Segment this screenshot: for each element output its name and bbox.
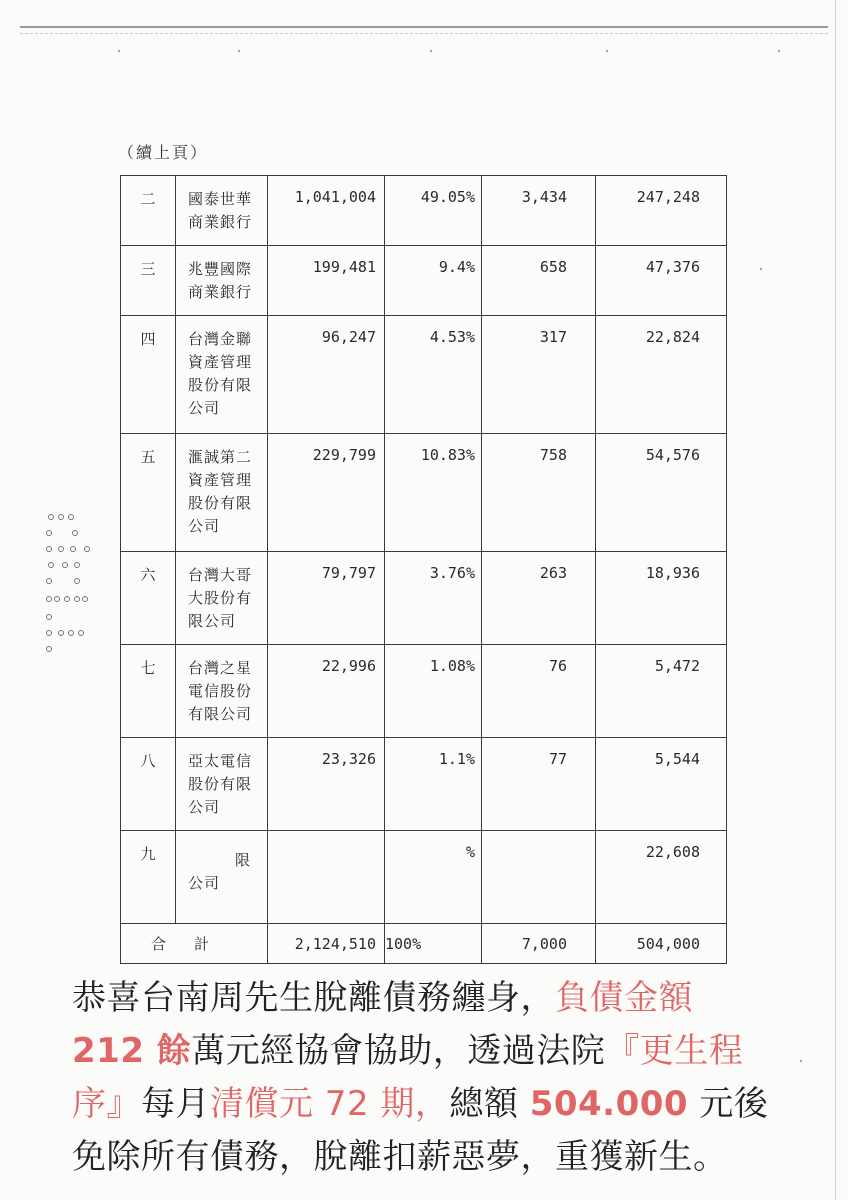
total-monthly: 7,000 <box>482 924 596 964</box>
table-row <box>121 434 727 552</box>
hole-dot <box>58 514 64 520</box>
monthly-payment: 758 <box>482 434 596 552</box>
creditor-name: 兆豐國際 商業銀行 <box>176 246 268 316</box>
hole-dot <box>74 596 80 602</box>
table-row <box>121 176 727 246</box>
monthly-payment: 77 <box>482 738 596 831</box>
total-payment: 22,824 <box>596 316 727 434</box>
hole-dot <box>46 546 52 552</box>
total-row <box>121 924 727 964</box>
scan-speck <box>430 50 432 52</box>
table-row <box>121 316 727 434</box>
debt-ratio: 3.76% <box>385 552 482 645</box>
caption-highlight: 504.000 <box>529 1084 689 1124</box>
hole-dot <box>46 596 52 602</box>
caption-text: 總額 <box>449 1084 530 1124</box>
scan-top-rule <box>20 26 828 28</box>
hole-dot <box>46 578 52 584</box>
creditor-name: 滙誠第二 資產管理 股份有限 公司 <box>176 434 268 552</box>
debt-amount: 199,481 <box>268 246 385 316</box>
total-label: 合計 <box>121 924 268 964</box>
debt-amount <box>268 831 385 924</box>
creditor-table <box>120 175 727 964</box>
monthly-payment: 263 <box>482 552 596 645</box>
success-caption <box>72 972 772 1184</box>
row-index: 四 <box>121 316 176 434</box>
total-payment: 18,936 <box>596 552 727 645</box>
total-payment: 5,544 <box>596 738 727 831</box>
caption-highlight: 『更生程序』 <box>72 1031 744 1124</box>
hole-dot <box>82 596 88 602</box>
total-payment: 47,376 <box>596 246 727 316</box>
hole-dot <box>84 546 90 552</box>
debt-ratio: 49.05% <box>385 176 482 246</box>
grand-total: 504,000 <box>596 924 727 964</box>
hole-dot <box>46 614 52 620</box>
debt-ratio: 4.53% <box>385 316 482 434</box>
caption-text: 每月 <box>141 1084 210 1124</box>
table-row <box>121 831 727 924</box>
caption-highlight: 212 餘 <box>72 1031 192 1071</box>
scan-right-edge <box>835 0 836 1200</box>
hole-dot <box>70 546 76 552</box>
monthly-payment: 317 <box>482 316 596 434</box>
creditor-name: 台灣金聯 資產管理 股份有限 公司 <box>176 316 268 434</box>
monthly-payment: 3,434 <box>482 176 596 246</box>
scan-speck <box>800 1060 802 1062</box>
caption-highlight: 負債金額 <box>555 978 693 1018</box>
scan-speck <box>606 50 608 52</box>
hole-dot <box>48 562 54 568</box>
creditor-name: 國泰世華 商業銀行 <box>176 176 268 246</box>
table-row <box>121 246 727 316</box>
creditor-name <box>176 831 268 924</box>
hole-dot <box>68 514 74 520</box>
debt-ratio: 10.83% <box>385 434 482 552</box>
row-index: 三 <box>121 246 176 316</box>
hole-dot <box>68 630 74 636</box>
total-debt: 2,124,510 <box>268 924 385 964</box>
debt-ratio: 1.1% <box>385 738 482 831</box>
row-index: 五 <box>121 434 176 552</box>
total-payment: 5,472 <box>596 645 727 738</box>
table-row <box>121 552 727 645</box>
row-index: 九 <box>121 831 176 924</box>
debt-ratio: 1.08% <box>385 645 482 738</box>
creditor-name-fragment: 限 <box>234 851 251 869</box>
total-payment: 22,608 <box>596 831 727 924</box>
caption-text: 萬元經協會協助，透過法院 <box>191 1031 606 1071</box>
row-index: 七 <box>121 645 176 738</box>
table-row <box>121 738 727 831</box>
hole-dot <box>46 530 52 536</box>
scan-top-rule-faint <box>20 33 828 34</box>
row-index: 六 <box>121 552 176 645</box>
debt-ratio: 9.4% <box>385 246 482 316</box>
debt-amount: 22,996 <box>268 645 385 738</box>
total-payment: 247,248 <box>596 176 727 246</box>
debt-ratio: % <box>385 831 482 924</box>
hole-dot <box>58 546 64 552</box>
row-index: 八 <box>121 738 176 831</box>
debt-amount: 1,041,004 <box>268 176 385 246</box>
debt-amount: 23,326 <box>268 738 385 831</box>
hole-dot <box>46 646 52 652</box>
caption-highlight: 清償元 72 期， <box>210 1084 450 1124</box>
hole-dot <box>54 596 60 602</box>
hole-dot <box>62 562 68 568</box>
scan-speck <box>778 50 780 52</box>
caption-text: 元後 <box>688 1084 769 1124</box>
scan-speck <box>238 50 240 52</box>
hole-dot <box>74 562 80 568</box>
total-payment: 54,576 <box>596 434 727 552</box>
hole-dot <box>58 630 64 636</box>
monthly-payment: 658 <box>482 246 596 316</box>
total-ratio: 100% <box>385 924 482 964</box>
creditor-name-fragment: 公司 <box>188 874 221 892</box>
table-row <box>121 645 727 738</box>
caption-text: 免除所有債務，脫離扣薪惡夢，重獲新生。 <box>72 1137 728 1177</box>
monthly-payment <box>482 831 596 924</box>
caption-text: 恭喜台南周先生脫離債務纏身， <box>72 978 555 1018</box>
continued-label: （續上頁） <box>118 143 209 162</box>
scan-speck <box>760 268 762 270</box>
debt-amount: 96,247 <box>268 316 385 434</box>
binder-hole-marks <box>40 512 92 662</box>
debt-amount: 229,799 <box>268 434 385 552</box>
monthly-payment: 76 <box>482 645 596 738</box>
hole-dot <box>64 596 70 602</box>
hole-dot <box>46 630 52 636</box>
creditor-name: 亞太電信 股份有限 公司 <box>176 738 268 831</box>
hole-dot <box>48 514 54 520</box>
scan-speck <box>118 50 120 52</box>
hole-dot <box>78 630 84 636</box>
creditor-name: 台灣大哥 大股份有 限公司 <box>176 552 268 645</box>
debt-amount: 79,797 <box>268 552 385 645</box>
row-index: 二 <box>121 176 176 246</box>
hole-dot <box>72 530 78 536</box>
hole-dot <box>74 578 80 584</box>
creditor-name: 台灣之星 電信股份 有限公司 <box>176 645 268 738</box>
